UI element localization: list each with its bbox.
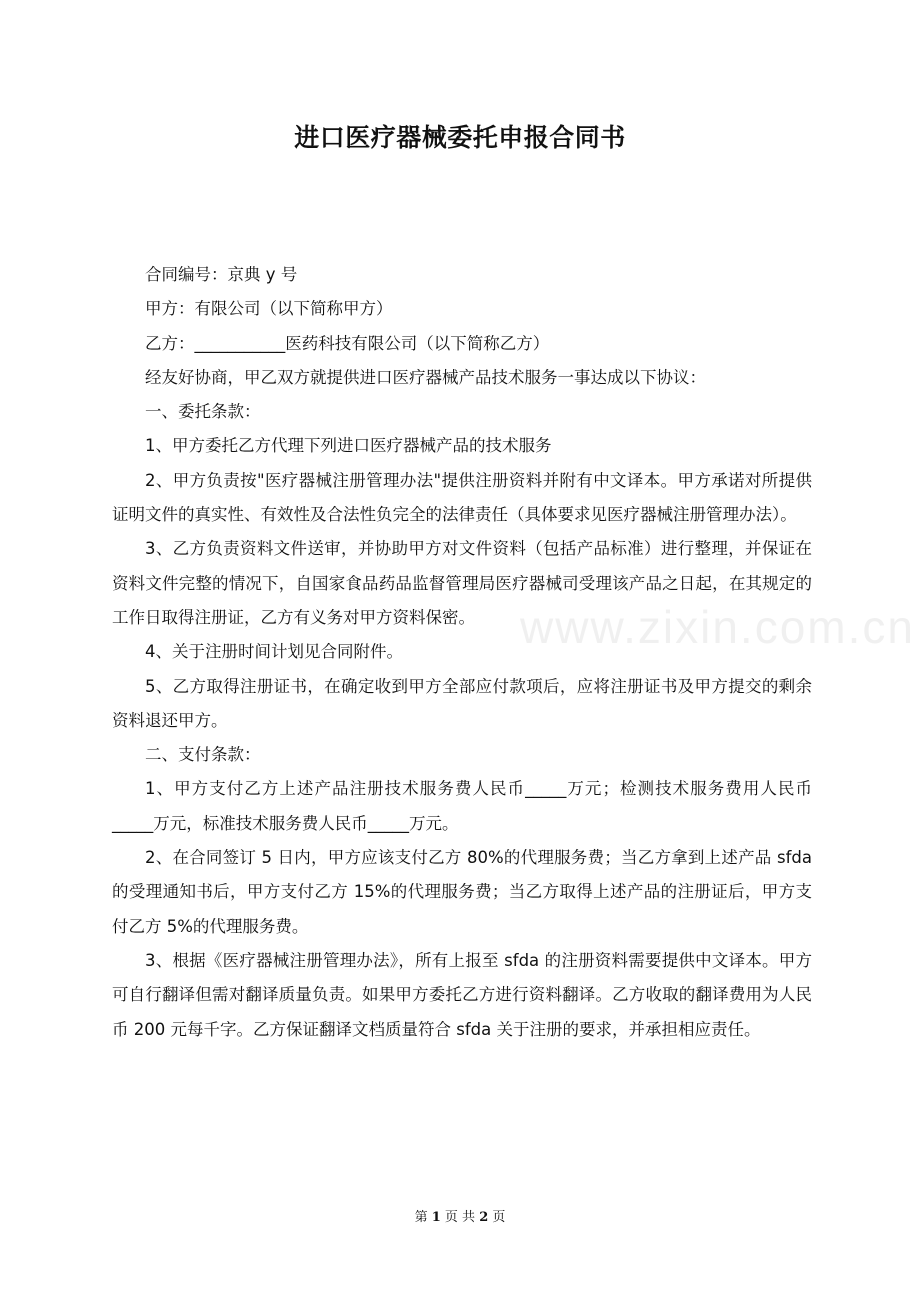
page-number: 1 [431,1210,441,1225]
document-title: 进口医疗器械委托申报合同书 [294,123,626,152]
clause-2-2: 2、在合同签订 5 日内，甲方应该支付乙方 80%的代理服务费；当乙方拿到上述产品 sfda 的受理通知书后，甲方支付乙方 15%的代理服务费；当乙方取得上述产品的注册证后，甲方支付乙方 5%的代理服务费。 [112,848,812,936]
footer-suffix: 页 [492,1210,506,1225]
total-pages: 2 [479,1210,489,1225]
clause-1-2: 2、甲方负责按"医疗器械注册管理办法"提供注册资料并附有中文译本。甲方承诺对所提供证明文件的真实性、有效性及合法性负完全的法律责任（具体要求见医疗器械注册管理办法）。 [112,470,812,525]
section-heading-1: 一、委托条款： [145,402,261,422]
section-heading-2: 二、支付条款： [145,745,261,765]
clause-2-1: 1、甲方支付乙方上述产品注册技术服务费人民币_____万元；检测技术服务费用人民币_____万元，标准技术服务费人民币_____万元。 [112,779,812,833]
footer-prefix: 第 [414,1210,428,1225]
party-b: 乙方：___________医药科技有限公司（以下简称乙方） [145,333,550,353]
contract-number: 合同编号：京典 y 号 [145,265,298,284]
footer-middle: 页 共 [444,1210,476,1225]
party-a: 甲方：有限公司（以下简称甲方） [145,299,393,319]
page-footer [0,1206,920,1225]
watermark: www.zixin.com.cn [520,601,915,653]
clause-1-4: 4、关于注册时间计划见合同附件。 [145,642,403,662]
preamble: 经友好协商，甲乙双方就提供进口医疗器械产品技术服务一事达成以下协议： [145,367,706,387]
clause-1-1: 1、甲方委托乙方代理下列进口医疗器械产品的技术服务 [145,436,552,456]
clause-2-3: 3、根据《医疗器械注册管理办法》，所有上报至 sfda 的注册资料需要提供中文译本。甲方可自行翻译但需对翻译质量负责。如果甲方委托乙方进行资料翻译。乙方收取的翻译费用为人民币 200 元每千字。乙方保证翻译文档质量符合 sfda 关于注册的要求，并承担相应责任。 [112,950,812,1039]
clause-1-5: 5、乙方取得注册证书，在确定收到甲方全部应付款项后，应将注册证书及甲方提交的剩余资料退还甲方。 [112,676,812,730]
clause-1-3: 3、乙方负责资料文件送审，并协助甲方对文件资料（包括产品标准）进行整理，并保证在资料文件完整的情况下，自国家食品药品监督管理局医疗器械司受理该产品之日起，在其规定的工作日取得注册证，乙方有义务对甲方资料保密。 [112,539,812,627]
